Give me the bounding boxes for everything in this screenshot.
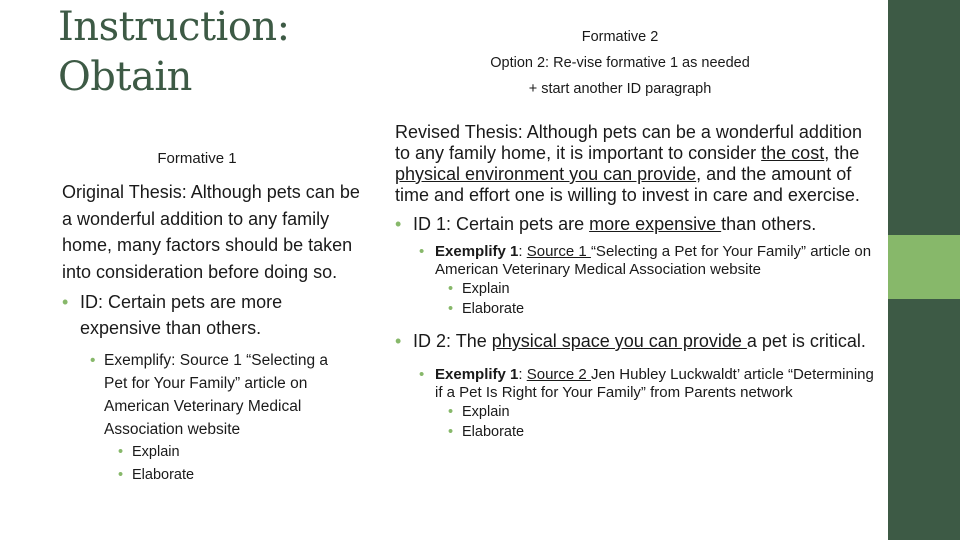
explain-1-bullet: • Explain: [462, 279, 875, 299]
elaborate-bullet: • Elaborate: [132, 464, 362, 487]
exemplify-1-text-1: :: [518, 243, 527, 260]
right-side-accent: [888, 235, 960, 299]
exemplify-1-text-2: “Selecting a Pet for Your Family” article on American Veterinary Medical Association website: [435, 243, 872, 278]
revised-text-3: , and the amount of time and effort one is willing to invest in care and exercise.: [395, 164, 860, 205]
revised-text-1: Revised Thesis: Although pets can be a wonderful addition to any family home, it is important to consider: [395, 122, 862, 163]
formative-2-title: Formative 2: [581, 29, 659, 45]
id-1-underline: more expensive: [589, 214, 722, 234]
exemplify-2-bullet: [435, 366, 875, 402]
id-2-text-2: a pet is critical.: [746, 331, 866, 351]
id-2-text-1: : The: [446, 331, 492, 351]
exemplify-2-label: Exemplify 1: [435, 366, 519, 383]
id-1-bullet: [395, 214, 875, 235]
slide-title: [58, 2, 358, 102]
id-1-text-1: : Certain pets are: [446, 214, 590, 234]
formative-2-option: Option 2: Re-vise formative 1 as needed: [490, 55, 750, 71]
exemplify-1-underline: Source 1: [526, 243, 591, 260]
explain-2-bullet: • Explain: [462, 402, 875, 422]
revised-thesis: [395, 122, 875, 206]
formative-2-note: + start another ID paragraph: [528, 81, 712, 97]
exemplify-2-underline: Source 2: [526, 366, 591, 383]
id-2-label: ID 2: [413, 331, 447, 351]
formative-2-heading: [420, 24, 820, 102]
revised-text-2: , the: [824, 143, 860, 163]
id-2-underline: physical space you can provide: [491, 331, 747, 351]
revised-underline-cost: the cost: [761, 143, 825, 163]
formative-1-column: [62, 150, 362, 487]
formative-2-column: [395, 122, 875, 442]
id-1-text-2: than others.: [721, 214, 817, 234]
exemplify-2-text-2: Jen Hubley Luckwaldt’ article “Determining if a Pet Is Right for Your Family” from Parents network: [435, 366, 874, 401]
title-line-1: Instruction:: [58, 4, 290, 50]
title-line-2: Obtain: [58, 54, 192, 100]
formative-1-heading: Formative 1: [157, 150, 237, 167]
id-bullet: • ID: Certain pets are more expensive than others.: [62, 289, 362, 341]
exemplify-2-text-1: :: [518, 366, 527, 383]
original-thesis: Original Thesis: Although pets can be a wonderful addition to any family home, many factors should be taken into consideration before doing so.: [62, 182, 360, 282]
id-1-label: ID 1: [413, 214, 447, 234]
explain-bullet: • Explain: [132, 441, 362, 464]
elaborate-2-bullet: • Elaborate: [462, 422, 875, 442]
exemplify-1-label: Exemplify 1: [435, 243, 519, 260]
elaborate-1-bullet: • Elaborate: [462, 299, 875, 319]
id-2-bullet: [395, 331, 875, 352]
exemplify-bullet: • Exemplify: Source 1 “Selecting a Pet for Your Family” article on American Veterinary Medical Association website: [104, 349, 349, 441]
exemplify-1-bullet: [435, 243, 875, 279]
revised-underline-environment: physical environment you can provide: [395, 164, 697, 184]
